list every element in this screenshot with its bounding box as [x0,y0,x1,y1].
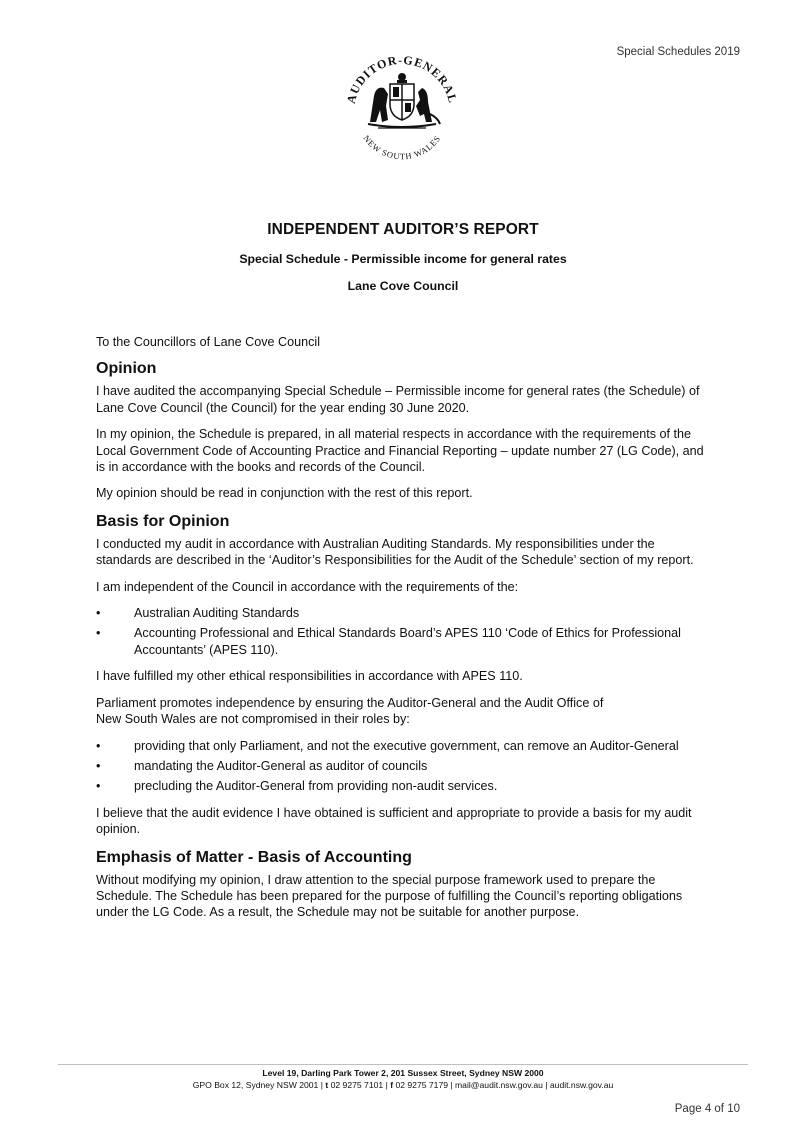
basis-paragraph-3: I have fulfilled my other ethical responsibilities in accordance with APES 110. [96,669,523,684]
list-item: • providing that only Parliament, and not the executive government, can remove an Auditor-General [96,738,679,753]
footer-divider [58,1064,748,1065]
svg-text:NEW SOUTH WALES [361,133,442,161]
opinion-paragraph-3: My opinion should be read in conjunction with the rest of this report. [96,486,473,501]
list-item: • Accounting Professional and Ethical Standards Board’s APES 110 ‘Code of Ethics for Professional Accountants’ (APES 110). [96,626,681,657]
parliament-roles-list [96,738,710,795]
list-item: • mandating the Auditor-General as auditor of councils [96,758,428,773]
crest-arc-top-text: AUDITOR-GENERAL [343,52,461,105]
report-body [96,334,710,931]
basis-paragraph-2: I am independent of the Council in accordance with the requirements of the: [96,579,519,594]
footer-contact: GPO Box 12, Sydney NSW 2001 | t 02 9275 7101 | f 02 9275 7179 | mail@audit.nsw.gov.au | audit.nsw.gov.au [192,1080,614,1090]
bullet-icon: • [96,626,101,641]
basis-paragraph-4: Parliament promotes independence by ensuring the Auditor-General and the Audit Office of New South Wales are not compromised in their roles by: [96,695,604,727]
auditor-general-crest-logo [340,44,464,168]
salutation: To the Councillors of Lane Cove Council [96,335,321,349]
header-document-label: Special Schedules 2019 [616,46,740,58]
council-name: Lane Cove Council [347,279,459,293]
report-title: INDEPENDENT AUDITOR’S REPORT [267,221,539,238]
opinion-paragraph-2: In my opinion, the Schedule is prepared, in all material respects in accordance with the requirements of the Local Government Code of Accounting Practice and Financial Reporting – update number 27 (LG Code), and is in accordance with the books and records of the Council. [96,427,704,475]
bullet-icon: • [96,779,101,794]
list-item: • Australian Auditing Standards [96,606,300,621]
basis-paragraph-1: I conducted my audit in accordance with Australian Auditing Standards. My responsibilities under the standards are described in the ‘Auditor’s Responsibilities for the Audit of the Schedule’ section of my report. [96,536,694,568]
report-subtitle: Special Schedule - Permissible income for general rates [239,252,567,266]
list-item: • precluding the Auditor-General from providing non-audit services. [96,779,498,794]
independence-requirements-list [96,605,710,658]
opinion-paragraph-1: I have audited the accompanying Special Schedule – Permissible income for general rates (the Schedule) of Lane Cove Council (the Council) for the year ending 30 June 2020. [96,384,700,415]
crest-icon [340,44,464,168]
bullet-icon: • [96,606,101,621]
crest-arc-bottom-text: NEW SOUTH WALES [361,133,443,162]
emphasis-paragraph-1: Without modifying my opinion, I draw attention to the special purpose framework used to prepare the Schedule. The Schedule has been prepared for the purpose of fulfilling the Council’s reporting obligations under the LG Code. As a result, the Schedule may not be suitable for another purpose. [96,872,683,920]
basis-paragraph-5: I believe that the audit evidence I have obtained is sufficient and appropriate to provide a basis for my audit opinion. [96,805,692,837]
page-number: Page 4 of 10 [674,1103,740,1115]
emphasis-heading: Emphasis of Matter - Basis of Accounting [96,848,412,866]
opinion-heading: Opinion [96,360,157,378]
bullet-icon: • [96,738,101,753]
basis-heading: Basis for Opinion [96,512,230,530]
bullet-icon: • [96,758,101,773]
footer-address: Level 19, Darling Park Tower 2, 201 Sussex Street, Sydney NSW 2000 [262,1068,544,1078]
